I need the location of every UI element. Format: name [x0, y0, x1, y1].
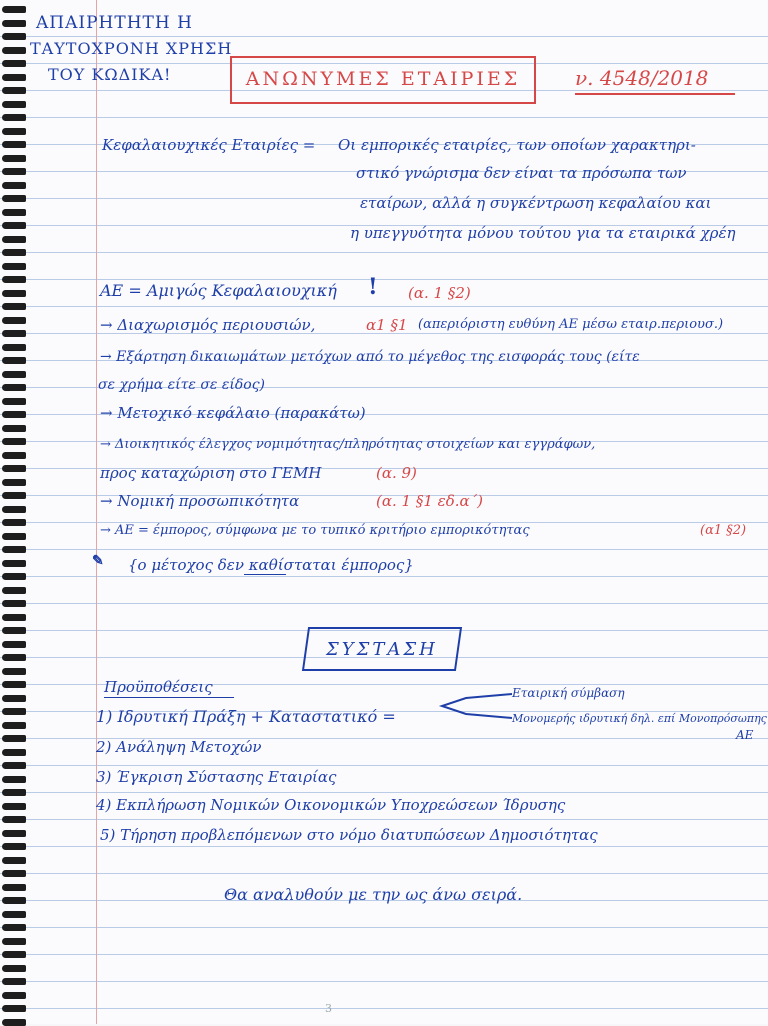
- definition-line: εταίρων, αλλά η συγκέντρωση κεφαλαίου και: [360, 194, 712, 212]
- margin-line: [96, 0, 97, 1024]
- spiral-ring: [2, 668, 26, 675]
- prereq-item: 1) Ιδρυτική Πράξη + Καταστατικό =: [96, 707, 396, 726]
- spiral-ring: [2, 371, 26, 378]
- law-underline: [575, 93, 735, 95]
- spiral-ring: [2, 519, 26, 526]
- ae-heading-ref: (α. 1 §2): [408, 284, 471, 302]
- pencil-mark-icon: ✎: [92, 553, 104, 569]
- ae-item: → Διαχωρισμός περιουσιών,: [100, 316, 316, 334]
- page-title: ΑΝΩΝΥΜΕΣ ΕΤΑΙΡΙΕΣ: [245, 68, 521, 90]
- ae-item-ref: (α1 §2): [700, 523, 747, 538]
- spiral-ring: [2, 735, 26, 742]
- spiral-ring: [2, 344, 26, 351]
- ae-item: σε χρήμα είτε σε είδος): [98, 377, 266, 393]
- branch-bracket: [436, 688, 516, 728]
- definition-line: η υπεγγυότητα μόνου τούτου για τα εταιρικά χρέη: [350, 224, 736, 242]
- section-box: [302, 627, 462, 671]
- ae-item-tail: (απεριόριστη ευθύνη ΑΕ μέσω εταιρ.περιουσ.): [418, 317, 724, 332]
- spiral-ring: [2, 762, 26, 769]
- ae-item: → Νομική προσωπικότητα: [100, 492, 300, 510]
- spiral-ring: [2, 330, 26, 337]
- spiral-ring: [2, 870, 26, 877]
- prereq-item: 2) Ανάληψη Μετοχών: [96, 738, 262, 756]
- spiral-ring: [2, 101, 26, 108]
- spiral-ring: [2, 641, 26, 648]
- spiral-ring: [2, 749, 26, 756]
- spiral-ring: [2, 600, 26, 607]
- spiral-ring: [2, 1005, 26, 1012]
- spiral-ring: [2, 951, 26, 958]
- ae-heading: ΑΕ = Αμιγώς Κεφαλαιουχική: [100, 281, 337, 300]
- prereq-heading: Προϋποθέσεις: [104, 678, 213, 696]
- definition-line: Οι εμπορικές εταιρίες, των οποίων χαρακτηρι-: [338, 136, 696, 154]
- spiral-ring: [2, 74, 26, 81]
- spiral-ring: [2, 317, 26, 324]
- spiral-ring: [2, 357, 26, 364]
- spiral-ring: [2, 533, 26, 540]
- spiral-ring: [2, 924, 26, 931]
- law-reference: ν. 4548/2018: [575, 66, 709, 90]
- spiral-ring: [2, 425, 26, 432]
- spiral-ring: [2, 303, 26, 310]
- spiral-ring: [2, 681, 26, 688]
- branch-bottom: Μονομερής ιδρυτική δηλ. επί Μονοπρόσωπης: [512, 712, 767, 725]
- spiral-ring: [2, 236, 26, 243]
- spiral-ring: [2, 398, 26, 405]
- spiral-ring: [2, 911, 26, 918]
- spiral-ring: [2, 290, 26, 297]
- spiral-ring: [2, 209, 26, 216]
- corner-note-line-3: ΤΟΥ ΚΩΔΙΚΑ!: [48, 65, 172, 84]
- definition-term: Κεφαλαιουχικές Εταιρίες =: [102, 136, 316, 154]
- spiral-ring: [2, 384, 26, 391]
- spiral-ring: [2, 816, 26, 823]
- prereq-item: 4) Εκπλήρωση Νομικών Οικονομικών Υποχρεώσεων Ίδρυσης: [96, 796, 566, 814]
- spiral-ring: [2, 654, 26, 661]
- branch-top: Εταιρική σύμβαση: [512, 686, 625, 700]
- corner-note-line-2: ΤΑΥΤΟΧΡΟΝΗ ΧΡΗΣΗ: [30, 39, 233, 58]
- spiral-ring: [2, 263, 26, 270]
- spiral-ring: [2, 789, 26, 796]
- spiral-ring: [2, 479, 26, 486]
- spiral-ring: [2, 627, 26, 634]
- ae-item-ref: (α. 9): [376, 464, 417, 482]
- ae-item: → Μετοχικό κεφάλαιο (παρακάτω): [100, 404, 366, 422]
- spiral-ring: [2, 560, 26, 567]
- spiral-ring: [2, 276, 26, 283]
- spiral-ring: [2, 897, 26, 904]
- spiral-ring: [2, 141, 26, 148]
- spiral-ring: [2, 168, 26, 175]
- prereq-item: 5) Τήρηση προβλεπόμενων στο νόμο διατυπώσεων Δημοσιότητας: [100, 826, 598, 844]
- note-underline: [244, 574, 286, 575]
- ae-item: → Διοικητικός έλεγχος νομιμότητας/πληρότητας στοιχείων και εγγράφων,: [100, 437, 596, 452]
- spiral-ring: [2, 546, 26, 553]
- ae-item: → ΑΕ = έμπορος, σύμφωνα με το τυπικό κριτήριο εμπορικότητας: [100, 523, 530, 538]
- spiral-ring: [2, 978, 26, 985]
- spiral-ring: [2, 155, 26, 162]
- spiral-ring: [2, 965, 26, 972]
- spiral-ring: [2, 803, 26, 810]
- spiral-ring: [2, 695, 26, 702]
- spiral-ring: [2, 411, 26, 418]
- spiral-ring: [2, 465, 26, 472]
- corner-note-line-1: ΑΠΑΙΡΗΤΗΤΗ Η: [36, 13, 193, 33]
- ae-note: {ο μέτοχος δεν καθίσταται έμπορος}: [128, 556, 414, 574]
- spiral-ring: [2, 128, 26, 135]
- spiral-ring: [2, 614, 26, 621]
- spiral-ring: [2, 843, 26, 850]
- spiral-ring: [2, 1019, 26, 1026]
- page-number: 3: [325, 1002, 332, 1015]
- spiral-ring: [2, 222, 26, 229]
- spiral-ring: [2, 47, 26, 54]
- spiral-ring: [2, 195, 26, 202]
- spiral-ring: [2, 438, 26, 445]
- title-box: [230, 56, 536, 104]
- branch-bottom-2: ΑΕ: [736, 728, 754, 742]
- spiral-ring: [2, 938, 26, 945]
- spiral-ring: [2, 776, 26, 783]
- spiral-ring: [2, 506, 26, 513]
- ae-item-ref: α1 §1: [366, 316, 408, 334]
- spiral-ring: [2, 249, 26, 256]
- prereq-item: 3) Έγκριση Σύστασης Εταιρίας: [96, 768, 337, 786]
- spiral-ring: [2, 830, 26, 837]
- ae-item-ref: (α. 1 §1 εδ.α΄): [376, 492, 483, 510]
- spiral-ring: [2, 114, 26, 121]
- prereq-underline: [104, 697, 234, 698]
- spiral-ring: [2, 33, 26, 40]
- spiral-ring: [2, 587, 26, 594]
- definition-line: στικό γνώρισμα δεν είναι τα πρόσωπα των: [356, 164, 687, 182]
- spiral-ring: [2, 708, 26, 715]
- spiral-ring: [2, 857, 26, 864]
- spiral-ring: [2, 6, 26, 13]
- closing-note: Θα αναλυθούν με την ως άνω σειρά.: [224, 885, 523, 904]
- ae-heading-mark: !: [368, 274, 378, 300]
- spiral-ring: [2, 60, 26, 67]
- section-title: ΣΥΣΤΑΣΗ: [326, 639, 438, 660]
- spiral-ring: [2, 452, 26, 459]
- spiral-ring: [2, 884, 26, 891]
- ae-item: προς καταχώριση στο ΓΕΜΗ: [100, 464, 322, 482]
- spiral-ring: [2, 87, 26, 94]
- spiral-ring: [2, 992, 26, 999]
- ae-item: → Εξάρτηση δικαιωμάτων μετόχων από το μέγεθος της εισφοράς τους (είτε: [100, 349, 640, 365]
- spiral-ring: [2, 573, 26, 580]
- spiral-binding: [0, 0, 30, 1024]
- spiral-ring: [2, 492, 26, 499]
- spiral-ring: [2, 182, 26, 189]
- spiral-ring: [2, 20, 26, 27]
- spiral-ring: [2, 722, 26, 729]
